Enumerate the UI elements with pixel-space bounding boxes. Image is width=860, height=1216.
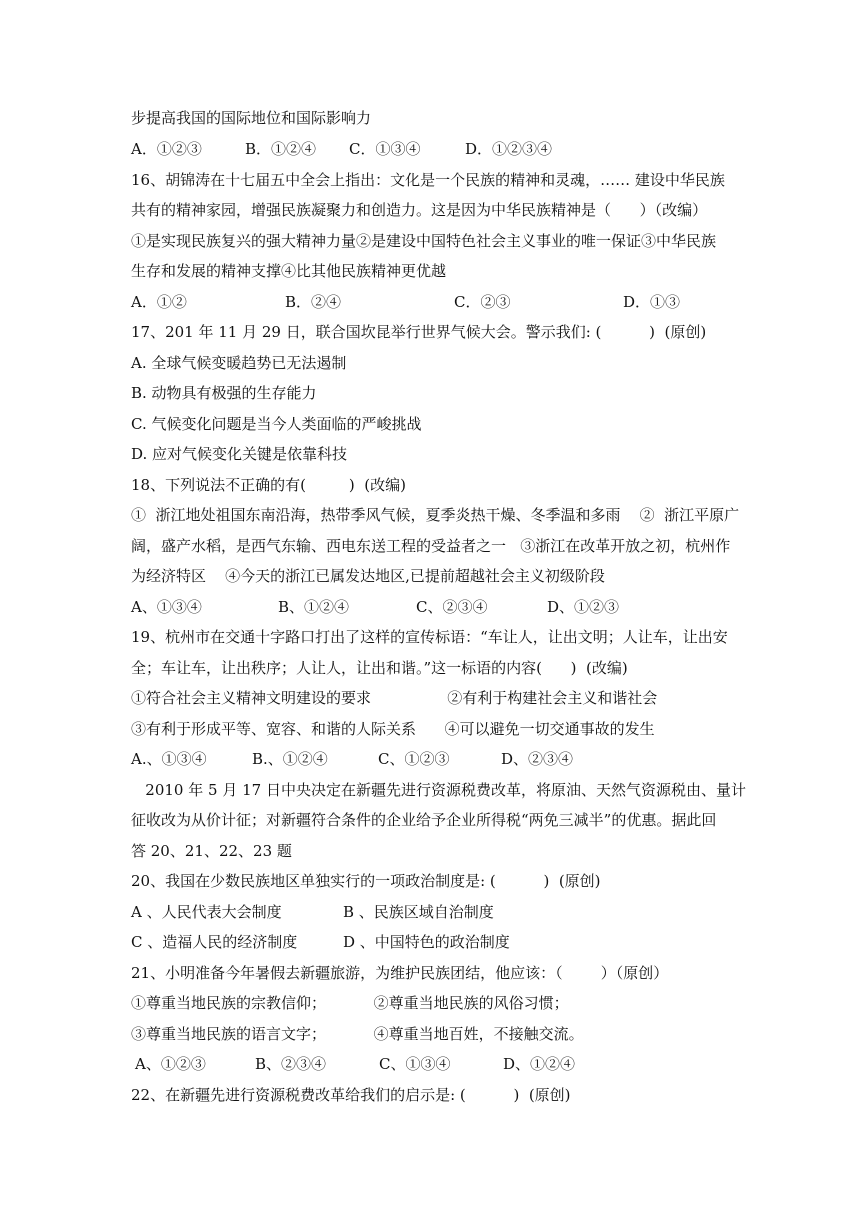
text-line: ①是实现民族复兴的强大精神力量②是建设中国特色社会主义事业的唯一保证③中华民族: [131, 232, 717, 250]
option-a: A．①②: [131, 293, 187, 311]
option-b: B．①②④: [245, 140, 317, 158]
question-18: 18、下列说法不正确的有( ) (改编): [131, 476, 406, 494]
option-a: A、①②③: [135, 1055, 206, 1073]
option-c: C．②③: [454, 293, 511, 311]
text-line: 共有的精神家园，增强民族凝聚力和创造力。这是因为中华民族精神是（ ）（改编）: [131, 201, 708, 219]
question-16: 16、胡锦涛在十七届五中全会上指出：文化是一个民族的精神和灵魂，…… 建设中华民族: [131, 171, 725, 189]
text-line: ① 浙江地处祖国东南沿海，热带季风气候，夏季炎热干燥、冬季温和多雨 ② 浙江平原广: [131, 506, 740, 524]
option-d: D 、中国特色的政治制度: [343, 933, 510, 951]
text-line: ③尊重当地民族的语言文字； ④尊重当地百姓，不接触交流。: [131, 1025, 584, 1043]
option-c: C、①②③: [378, 750, 450, 768]
text-line: ③有利于形成平等、宽容、和谐的人际关系 ④可以避免一切交通事故的发生: [131, 720, 655, 738]
text-line: 为经济特区 ④今天的浙江已属发达地区,已提前超越社会主义初级阶段: [131, 567, 605, 585]
option-a: A 、人民代表大会制度: [131, 903, 282, 921]
text-line: 全；车让车，让出秩序；人让人，让出和谐。”这一标语的内容( ) (改编): [131, 659, 628, 677]
text-line: ①尊重当地民族的宗教信仰； ②尊重当地民族的风俗习惯；: [131, 994, 569, 1012]
option-b: B．②④: [285, 293, 342, 311]
option-a: A．①②③: [131, 140, 202, 158]
option-d: D、①②④: [503, 1055, 576, 1073]
option-c: C 、造福人民的经济制度: [131, 933, 298, 951]
option-b: B、②③④: [255, 1055, 327, 1073]
text-line: ①符合社会主义精神文明建设的要求 ②有利于构建社会主义和谐社会: [131, 689, 658, 707]
option-c: C．①③④: [349, 140, 421, 158]
text-line: 征收改为从价计征；对新疆符合条件的企业给予企业所得税“两免三减半”的优惠。据此回: [131, 811, 717, 829]
question-20: 20、我国在少数民族地区单独实行的一项政治制度是: ( ) (原创): [131, 872, 601, 890]
option-a: A、①③④: [131, 598, 202, 616]
option-d: D．①②③④: [465, 140, 553, 158]
option-d: D．①③: [623, 293, 681, 311]
material-paragraph: 2010 年 5 月 17 日中央决定在新疆先进行资源税费改革，将原油、天然气资源税由、量计: [131, 781, 746, 799]
option-d: D、①②③: [547, 598, 620, 616]
text-line: 答 20、21、22、23 题: [131, 842, 292, 860]
option-d: D、②③④: [501, 750, 574, 768]
option-c: C、②③④: [416, 598, 488, 616]
text-line: 步提高我国的国际地位和国际影响力: [131, 109, 372, 127]
option-a: A. 全球气候变暖趋势已无法遏制: [131, 354, 347, 372]
option-b: B.、①②④: [252, 750, 328, 768]
text-line: 阔，盛产水稻，是西气东输、西电东送工程的受益者之一 ③浙江在改革开放之初，杭州作: [131, 537, 731, 555]
option-c: C、①③④: [379, 1055, 451, 1073]
option-c: C. 气候变化问题是当今人类面临的严峻挑战: [131, 415, 422, 433]
option-b: B. 动物具有极强的生存能力: [131, 384, 317, 402]
text-line: 生存和发展的精神支撑④比其他民族精神更优越: [131, 262, 447, 280]
question-17: 17、201 年 11 月 29 日，联合国坎昆举行世界气候大会。警示我们: ( ) (原创): [131, 323, 707, 341]
option-d: D. 应对气候变化关键是依靠科技: [131, 445, 348, 463]
question-21: 21、小明准备今年暑假去新疆旅游，为维护民族团结，他应该：（ ）（原创）: [131, 964, 669, 982]
option-b: B、①②④: [278, 598, 350, 616]
question-19: 19、杭州市在交通十字路口打出了这样的宣传标语：“车让人，让出文明；人让车，让出安: [131, 628, 728, 646]
question-22: 22、在新疆先进行资源税费改革给我们的启示是: ( ) (原创): [131, 1086, 571, 1104]
option-a: A.、①③④: [131, 750, 207, 768]
option-b: B 、民族区域自治制度: [343, 903, 494, 921]
